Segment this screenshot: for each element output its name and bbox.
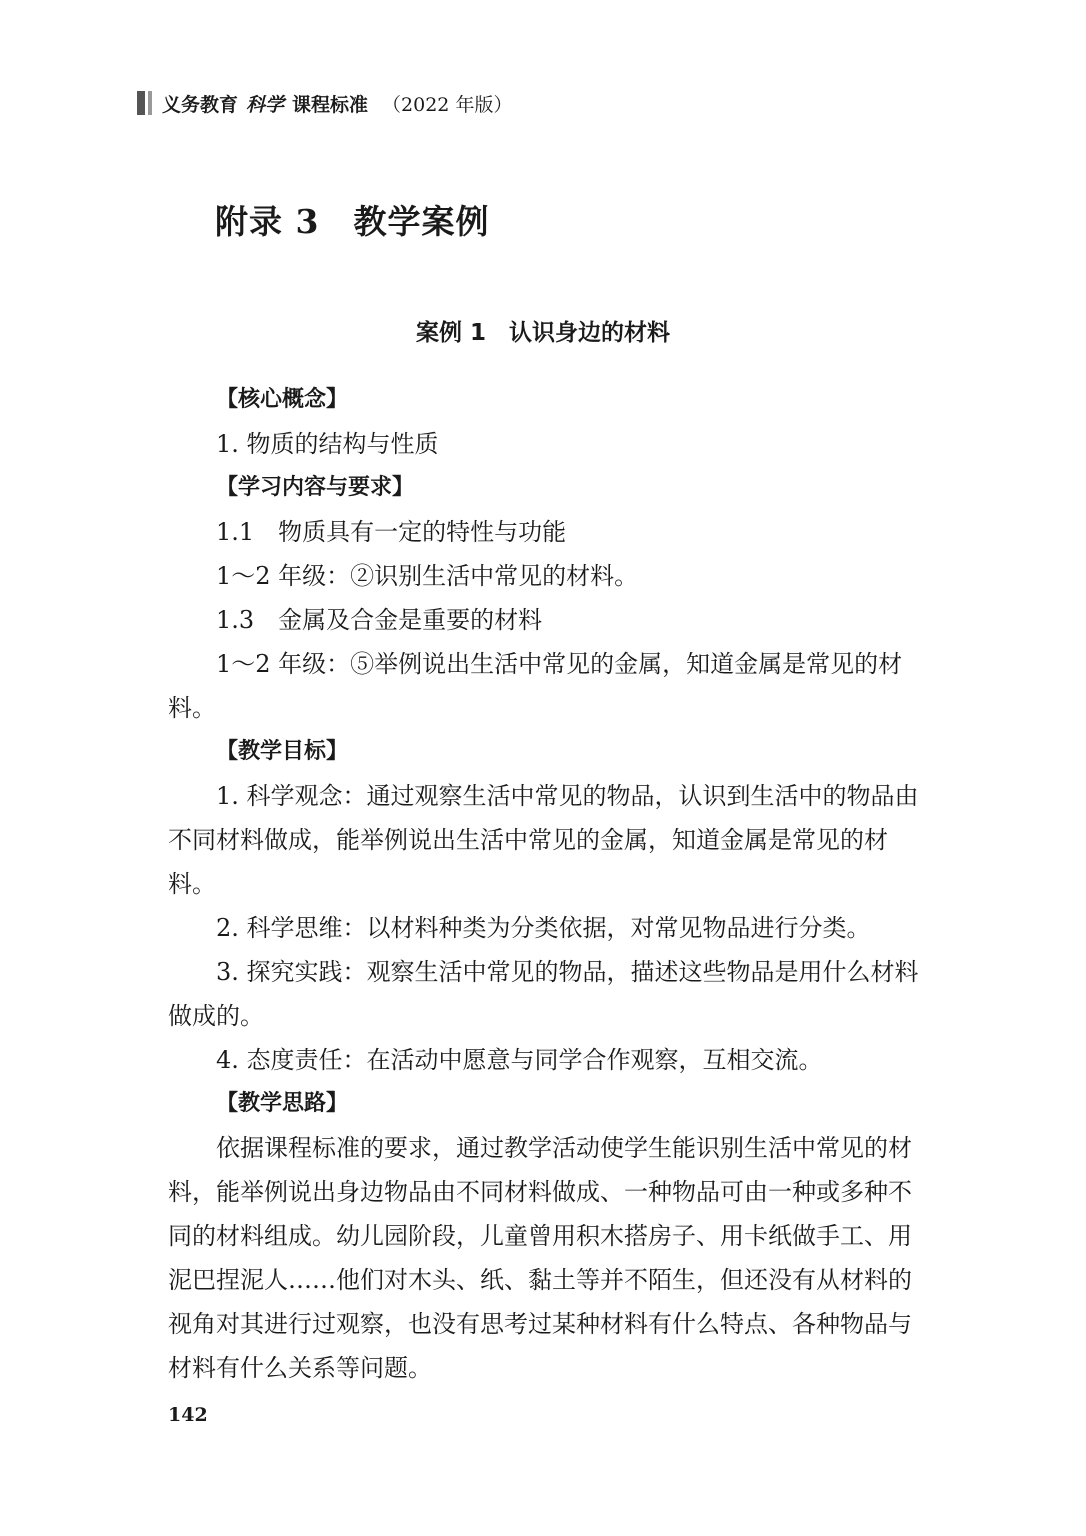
learning-content-item: 1.3 金属及合金是重要的材料	[216, 606, 543, 634]
case-title: 案例 1 认识身边的材料	[415, 320, 670, 346]
teaching-goal-item: 4. 态度责任：在活动中愿意与同学合作观察，互相交流。	[216, 1046, 823, 1074]
header-book-part1: 义务教育	[162, 93, 239, 116]
header-book-part2: 科学	[246, 93, 285, 116]
header-edition: （2022 年版）	[382, 93, 513, 116]
section-heading-teaching-approach: 【教学思路】	[216, 1091, 349, 1116]
section-heading-core-concept: 【核心概念】	[216, 387, 349, 412]
section-heading-teaching-goals: 【教学目标】	[216, 739, 349, 764]
section-heading-learning-content: 【学习内容与要求】	[216, 475, 415, 500]
learning-content-item: 1～2 年级：②识别生活中常见的材料。	[216, 562, 639, 590]
page-number: 142	[168, 1404, 208, 1426]
core-concept-item: 1. 物质的结构与性质	[216, 430, 439, 458]
teaching-goal-item: 1. 科学观念：通过观察生活中常见的物品，认识到生活中的物品由不同材料做成，能举例说出生活中常见的金属，知道金属是常见的材料。	[168, 782, 919, 898]
running-header	[137, 88, 512, 118]
learning-content-item: 1～2 年级：⑤举例说出生活中常见的金属，知道金属是常见的材料。	[168, 650, 903, 722]
page-body	[168, 378, 920, 1390]
appendix-title: 附录 3 教学案例	[215, 202, 490, 241]
teaching-approach-paragraph: 依据课程标准的要求，通过教学活动使学生能识别生活中常见的材料，能举例说出身边物品由不同材料做成、一种物品可由一种或多种不同的材料组成。幼儿园阶段，儿童曾用积木搭房子、用卡纸做手工、用泥巴捏泥人……他们对木头、纸、黏土等并不陌生，但还没有从材料的视角对其进行过观察，也没有思考过某种材料有什么特点、各种物品与材料有什么关系等问题。	[168, 1134, 912, 1382]
teaching-goal-item: 2. 科学思维：以材料种类为分类依据，对常见物品进行分类。	[216, 914, 871, 942]
header-book-part3: 课程标准	[292, 93, 369, 116]
header-bar-icon	[137, 91, 152, 115]
learning-content-item: 1.1 物质具有一定的特性与功能	[216, 518, 567, 546]
teaching-goal-item: 3. 探究实践：观察生活中常见的物品，描述这些物品是用什么材料做成的。	[168, 958, 919, 1030]
